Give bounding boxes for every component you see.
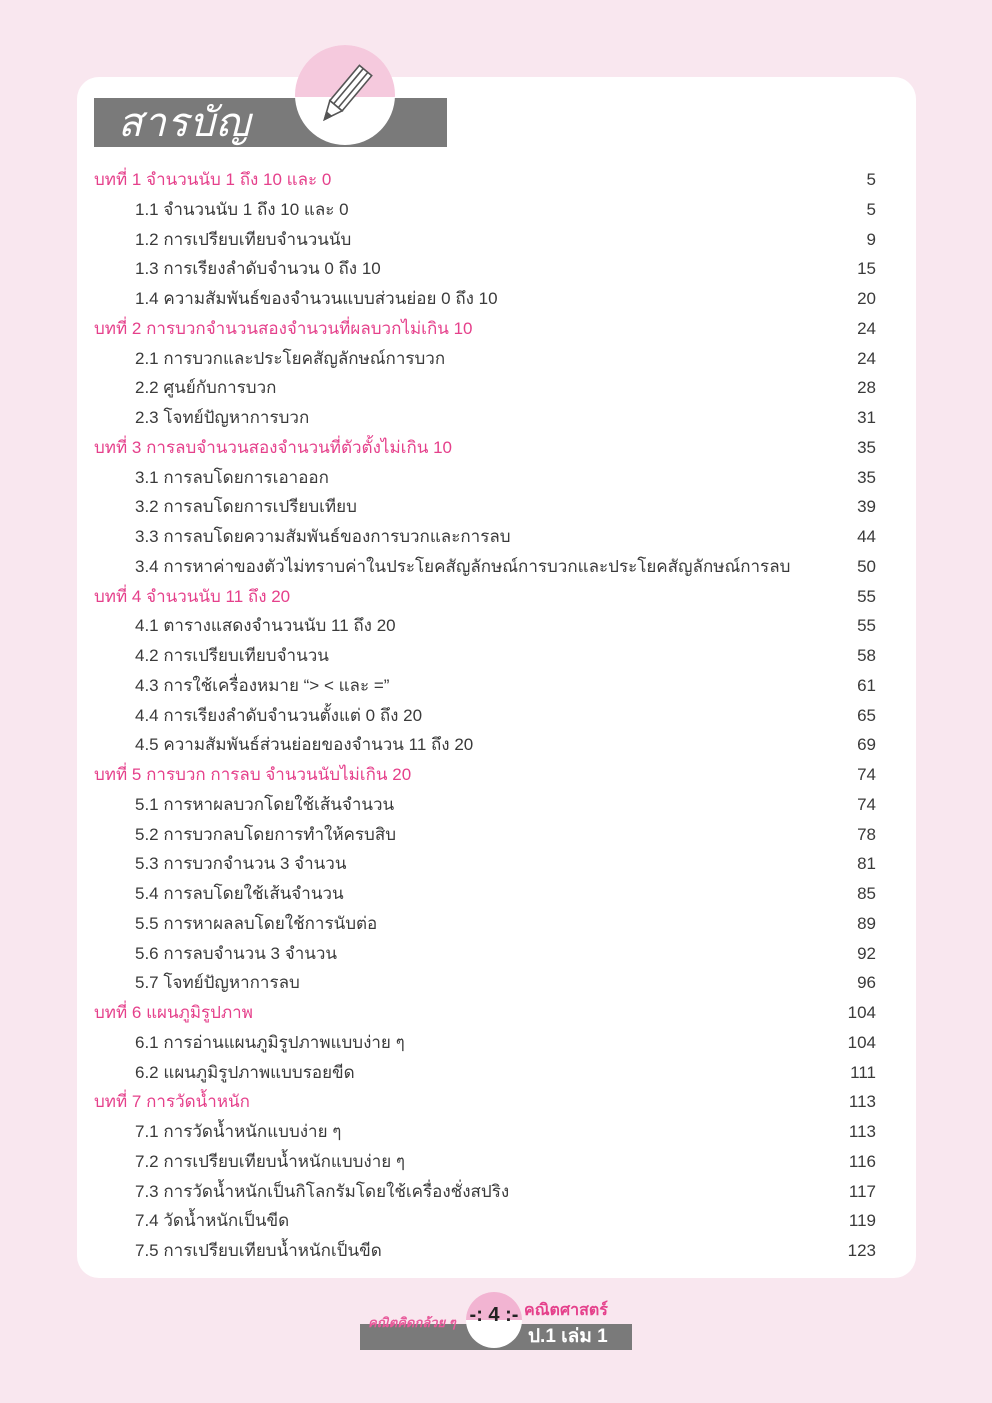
toc-page-number: 78: [857, 824, 876, 844]
toc-entry[interactable]: [94, 850, 876, 878]
toc-page-number: 55: [857, 586, 876, 606]
toc-page-number: 89: [857, 913, 876, 933]
toc-page-number: 61: [857, 675, 876, 695]
toc-chapter[interactable]: [94, 1088, 876, 1116]
toc-chapter[interactable]: [94, 315, 876, 343]
toc-page-number: 24: [857, 348, 876, 368]
toc-label: 1.3 การเรียงลำดับจำนวน 0 ถึง 10: [135, 259, 381, 279]
toc-label: 7.4 วัดน้ำหนักเป็นขีด: [135, 1211, 290, 1231]
toc-label: 4.4 การเรียงลำดับจำนวนตั้งแต่ 0 ถึง 20: [135, 705, 423, 725]
toc-page-number: 44: [857, 527, 876, 546]
toc-page-number: 65: [857, 705, 876, 725]
toc-entry[interactable]: [94, 1029, 876, 1057]
toc-label: 2.2 ศูนย์กับการบวก: [135, 378, 277, 398]
toc-page-number: 58: [857, 646, 876, 665]
toc-page-number: 35: [857, 467, 876, 487]
toc-label: 6.1 การอ่านแผนภูมิรูปภาพแบบง่าย ๆ: [135, 1032, 405, 1052]
toc-page-number: 69: [857, 735, 876, 755]
pencil-badge: [295, 45, 395, 145]
toc-page-number: 104: [847, 1032, 876, 1052]
toc-chapter[interactable]: [94, 583, 876, 611]
toc-label: บทที่ 3 การลบจำนวนสองจำนวนที่ตัวตั้งไม่เกิน 10: [94, 437, 453, 457]
page-number: -: 4 :-: [469, 1304, 519, 1326]
toc-page-number: 15: [857, 259, 876, 279]
toc-entry[interactable]: [94, 345, 876, 373]
toc-label: 4.1 ตารางแสดงจำนวนนับ 11 ถึง 20: [135, 616, 396, 636]
toc-chapter[interactable]: [94, 166, 876, 194]
footer-volume: ป.1 เล่ม 1: [528, 1326, 608, 1347]
toc-page-number: 123: [847, 1241, 876, 1260]
toc-label: 3.3 การลบโดยความสัมพันธ์ของการบวกและการลบ: [135, 527, 511, 546]
toc-label: 5.6 การลบจำนวน 3 จำนวน: [135, 943, 338, 963]
toc-page-number: 111: [850, 1062, 876, 1082]
toc-label: 3.2 การลบโดยการเปรียบเทียบ: [135, 497, 357, 517]
toc-label: 7.2 การเปรียบเทียบน้ำหนักแบบง่าย ๆ: [135, 1151, 406, 1171]
pencil-icon: [295, 45, 395, 145]
toc-label: 3.1 การลบโดยการเอาออก: [135, 467, 329, 487]
toc-page-number: 28: [857, 378, 876, 398]
toc-entry[interactable]: [94, 1237, 876, 1265]
toc-entry[interactable]: [94, 255, 876, 283]
toc-entry[interactable]: [94, 404, 876, 432]
toc-page-number: 9: [866, 229, 876, 249]
toc-page-number: 5: [866, 170, 876, 189]
toc-chapter[interactable]: [94, 761, 876, 789]
toc-entry[interactable]: [94, 969, 876, 997]
footer-series: คณิตคิดกล้วย ๆ: [368, 1315, 456, 1330]
toc-entry[interactable]: [94, 731, 876, 759]
toc-page-number: 96: [857, 973, 876, 993]
toc-chapter[interactable]: [94, 999, 876, 1027]
toc-label: 1.2 การเปรียบเทียบจำนวนนับ: [135, 229, 352, 249]
toc-entry[interactable]: [94, 226, 876, 254]
toc-page-number: 24: [857, 318, 876, 338]
toc-entry[interactable]: [94, 910, 876, 938]
toc-label: 5.7 โจทย์ปัญหาการลบ: [135, 973, 300, 993]
toc-label: บทที่ 4 จำนวนนับ 11 ถึง 20: [94, 586, 291, 606]
toc-label: 7.1 การวัดน้ำหนักแบบง่าย ๆ: [135, 1122, 342, 1141]
toc-page-number: 31: [857, 408, 876, 427]
toc-page-number: 20: [857, 289, 876, 308]
toc-page-number: 113: [848, 1092, 876, 1112]
toc-entry[interactable]: [94, 880, 876, 908]
toc-label: 5.1 การหาผลบวกโดยใช้เส้นจำนวน: [135, 794, 395, 814]
toc-label: 7.3 การวัดน้ำหนักเป็นกิโลกรัมโดยใช้เครื่องชั่งสปริง: [135, 1181, 510, 1201]
toc-entry[interactable]: [94, 791, 876, 819]
toc-page-number: 55: [857, 616, 876, 636]
toc-label: 7.5 การเปรียบเทียบน้ำหนักเป็นขีด: [135, 1241, 382, 1260]
toc-label: บทที่ 5 การบวก การลบ จำนวนนับไม่เกิน 20: [94, 765, 412, 784]
toc-entry[interactable]: [94, 196, 876, 224]
toc-page-number: 85: [857, 884, 876, 903]
toc-entry[interactable]: [94, 1178, 876, 1206]
page-title: สารบัญ: [118, 100, 251, 146]
toc-page-number: 5: [866, 199, 876, 219]
toc-label: 1.1 จำนวนนับ 1 ถึง 10 และ 0: [135, 199, 349, 219]
toc-entry[interactable]: [94, 374, 876, 402]
toc-page-number: 92: [857, 943, 876, 963]
toc-entry[interactable]: [94, 612, 876, 640]
toc-entry[interactable]: [94, 523, 876, 551]
toc-page-number: 113: [848, 1122, 876, 1141]
toc-page-number: 104: [847, 1003, 876, 1022]
toc-label: 2.3 โจทย์ปัญหาการบวก: [135, 408, 310, 427]
toc-label: บทที่ 6 แผนภูมิรูปภาพ: [94, 1003, 253, 1022]
toc-label: บทที่ 7 การวัดน้ำหนัก: [94, 1092, 250, 1112]
toc-label: 2.1 การบวกและประโยคสัญลักษณ์การบวก: [135, 348, 446, 368]
toc-entry[interactable]: [94, 553, 876, 581]
toc-label: 5.4 การลบโดยใช้เส้นจำนวน: [135, 884, 344, 903]
toc-entry[interactable]: [94, 940, 876, 968]
toc-page-number: 74: [857, 794, 876, 814]
toc-entry[interactable]: [94, 493, 876, 521]
toc-label: บทที่ 1 จำนวนนับ 1 ถึง 10 และ 0: [94, 170, 332, 189]
toc-entry[interactable]: [94, 285, 876, 313]
toc-entry[interactable]: [94, 464, 876, 492]
toc-entry[interactable]: [94, 821, 876, 849]
toc-entry[interactable]: [94, 1118, 876, 1146]
toc-label: บทที่ 2 การบวกจำนวนสองจำนวนที่ผลบวกไม่เกิน 10: [94, 318, 473, 338]
toc-page-number: 39: [857, 497, 876, 517]
toc-label: 4.3 การใช้เครื่องหมาย “> < และ =”: [135, 675, 390, 695]
toc-label: 5.2 การบวกลบโดยการทำให้ครบสิบ: [135, 824, 396, 844]
toc-entry[interactable]: [94, 672, 876, 700]
toc-page-number: 50: [857, 556, 876, 576]
toc-entry[interactable]: [94, 1207, 876, 1235]
toc-page-number: 116: [848, 1151, 876, 1171]
toc-page-number: 117: [848, 1181, 876, 1201]
footer-subject: คณิตศาสตร์: [524, 1302, 608, 1319]
toc-entry[interactable]: [94, 1148, 876, 1176]
toc-page-number: 35: [857, 437, 876, 457]
toc-page-number: 119: [848, 1211, 876, 1231]
toc-entry[interactable]: [94, 642, 876, 670]
toc-page-number: 81: [857, 854, 876, 874]
toc-label: 5.5 การหาผลลบโดยใช้การนับต่อ: [135, 913, 378, 933]
toc-label: 1.4 ความสัมพันธ์ของจำนวนแบบส่วนย่อย 0 ถึง 10: [135, 289, 498, 308]
toc-entry[interactable]: [94, 1059, 876, 1087]
toc-label: 4.2 การเปรียบเทียบจำนวน: [135, 646, 329, 665]
toc-label: 4.5 ความสัมพันธ์ส่วนย่อยของจำนวน 11 ถึง 20: [135, 735, 474, 755]
toc-page-number: 74: [857, 765, 876, 784]
toc-chapter[interactable]: [94, 434, 876, 462]
toc-label: 3.4 การหาค่าของตัวไม่ทราบค่าในประโยคสัญลักษณ์การบวกและประโยคสัญลักษณ์การลบ: [135, 556, 791, 576]
toc-label: 6.2 แผนภูมิรูปภาพแบบรอยขีด: [135, 1062, 355, 1082]
toc-label: 5.3 การบวกจำนวน 3 จำนวน: [135, 854, 347, 874]
toc-entry[interactable]: [94, 702, 876, 730]
